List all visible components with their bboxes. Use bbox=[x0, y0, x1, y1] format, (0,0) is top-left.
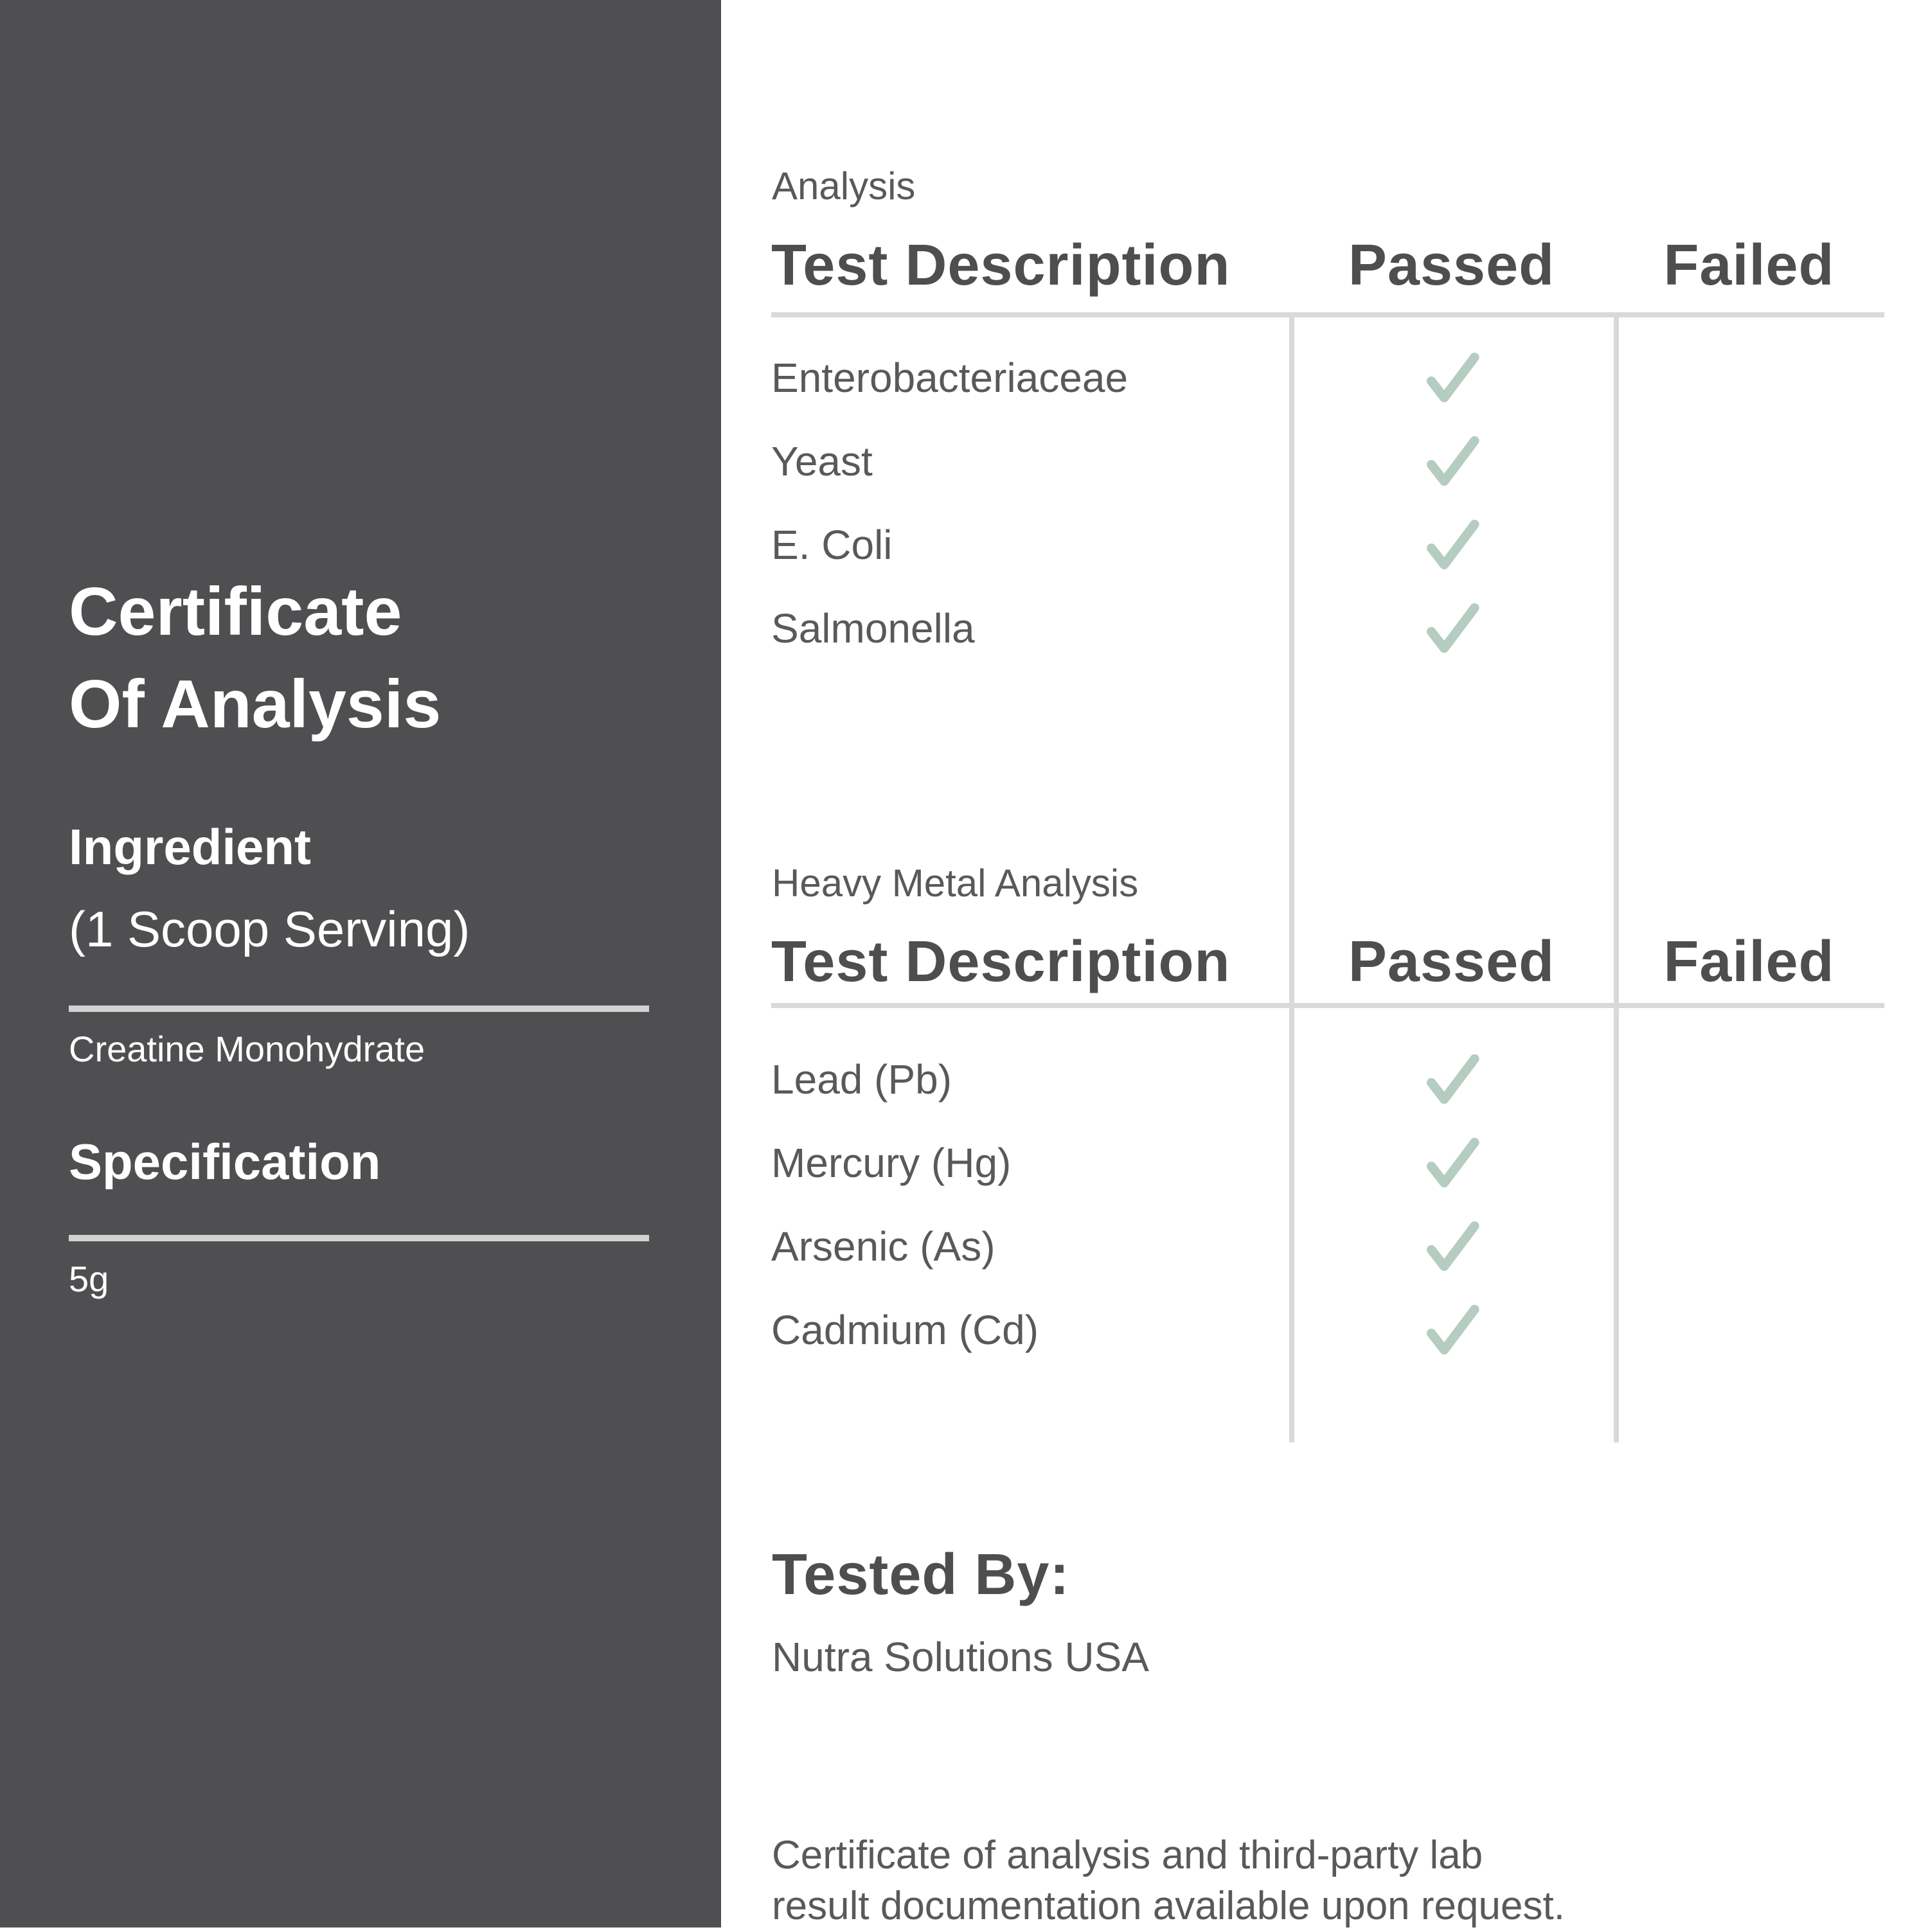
test-label: Yeast bbox=[771, 438, 873, 484]
page-title bbox=[69, 565, 686, 750]
passed-cell bbox=[1289, 343, 1614, 412]
test-label: E. Coli bbox=[771, 522, 893, 568]
table-row bbox=[771, 503, 1884, 587]
check-icon bbox=[1415, 341, 1488, 414]
check-icon bbox=[1415, 592, 1488, 665]
test-label: Lead (Pb) bbox=[771, 1056, 952, 1103]
failed-cell bbox=[1614, 1128, 1884, 1198]
tested-by-heading: Tested By: bbox=[772, 1543, 1070, 1607]
ingredient-value: Creatine Monohydrate bbox=[69, 1029, 425, 1069]
analysis-header-row bbox=[771, 230, 1884, 301]
table-row bbox=[771, 587, 1884, 670]
failed-cell bbox=[1614, 594, 1884, 663]
ingredient-subheading: (1 Scoop Serving) bbox=[69, 901, 470, 957]
table-row bbox=[771, 1038, 1884, 1121]
failed-cell bbox=[1614, 427, 1884, 496]
footer-note-line2: result documentation available upon request. bbox=[772, 1884, 1565, 1929]
heavy-metal-section-label: Heavy Metal Analysis bbox=[772, 862, 1139, 905]
failed-cell bbox=[1614, 1212, 1884, 1281]
analysis-col-failed: Failed bbox=[1663, 233, 1835, 297]
table-row bbox=[771, 1205, 1884, 1288]
heavy-metal-header-rule bbox=[771, 1003, 1884, 1008]
table-row bbox=[771, 420, 1884, 503]
heavy-metal-col-passed: Passed bbox=[1348, 929, 1555, 994]
analysis-col-test-description: Test Description bbox=[771, 233, 1231, 297]
tested-by-value: Nutra Solutions USA bbox=[772, 1634, 1149, 1680]
passed-cell bbox=[1289, 1128, 1614, 1198]
failed-cell bbox=[1614, 1045, 1884, 1114]
check-icon bbox=[1415, 1043, 1488, 1116]
heavy-metal-table-body bbox=[771, 1038, 1884, 1372]
analysis-section-label: Analysis bbox=[772, 164, 916, 208]
heavy-metal-header-row bbox=[771, 926, 1884, 997]
passed-cell bbox=[1289, 510, 1614, 580]
ingredient-divider bbox=[69, 1006, 649, 1012]
test-label: Arsenic (As) bbox=[771, 1223, 995, 1270]
failed-cell bbox=[1614, 510, 1884, 580]
footer-note-line1: Certificate of analysis and third-party lab bbox=[772, 1833, 1483, 1877]
failed-cell bbox=[1614, 343, 1884, 412]
analysis-col-passed: Passed bbox=[1348, 233, 1555, 297]
test-label: Salmonella bbox=[771, 605, 975, 651]
specification-value: 5g bbox=[69, 1259, 109, 1299]
passed-cell bbox=[1289, 427, 1614, 496]
analysis-table-body bbox=[771, 336, 1884, 670]
failed-cell bbox=[1614, 1295, 1884, 1365]
specification-divider bbox=[69, 1235, 649, 1241]
test-label: Mercury (Hg) bbox=[771, 1140, 1012, 1186]
ingredient-heading: Ingredient bbox=[69, 819, 312, 875]
test-label: Enterobacteriaceae bbox=[771, 355, 1129, 401]
page-title-line2: Of Analysis bbox=[69, 666, 442, 743]
passed-cell bbox=[1289, 594, 1614, 663]
check-icon bbox=[1415, 425, 1488, 498]
passed-cell bbox=[1289, 1212, 1614, 1281]
check-icon bbox=[1415, 1210, 1488, 1283]
table-row bbox=[771, 1288, 1884, 1372]
analysis-header-rule bbox=[771, 312, 1884, 317]
check-icon bbox=[1415, 508, 1488, 581]
check-icon bbox=[1415, 1293, 1488, 1367]
check-icon bbox=[1415, 1126, 1488, 1200]
passed-cell bbox=[1289, 1295, 1614, 1365]
specification-heading: Specification bbox=[69, 1133, 381, 1190]
sidebar-panel bbox=[0, 0, 721, 1928]
test-label: Cadmium (Cd) bbox=[771, 1307, 1039, 1353]
footer-note bbox=[772, 1830, 1774, 1932]
heavy-metal-col-failed: Failed bbox=[1663, 929, 1835, 994]
heavy-metal-col-test-description: Test Description bbox=[771, 929, 1231, 994]
passed-cell bbox=[1289, 1045, 1614, 1114]
page-title-line1: Certificate bbox=[69, 574, 402, 650]
table-row bbox=[771, 1121, 1884, 1205]
table-row bbox=[771, 336, 1884, 420]
